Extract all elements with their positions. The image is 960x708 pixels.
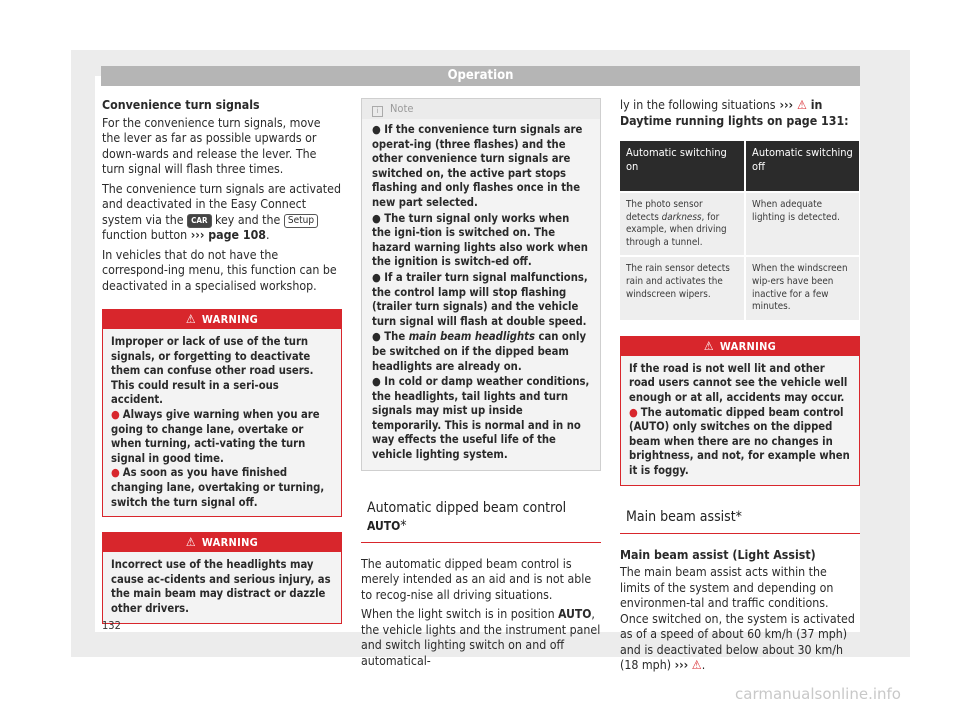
paragraph: For the convenience turn signals, move the lever as far as possible upwards or down-wards and release the lever. The turn signal will flash three times. bbox=[102, 115, 321, 176]
list-item: ● Always give warning when you are going to change lane, overtake or when turning, acti-vating the turn signal in good time. bbox=[111, 407, 320, 465]
auto-symbol: AUTO bbox=[633, 420, 665, 434]
paragraph: The convenience turn signals are activated and deactivated in the Easy Connect system via the CAR key and the Setup function button ››› page 108. bbox=[102, 181, 341, 242]
page-reference-link[interactable]: ››› bbox=[674, 658, 689, 672]
table-cell: The photo sensor detects darkness, for example, when driving through a tunnel. bbox=[620, 193, 744, 255]
paragraph: ly in the following situations ››› ⚠ in Daytime running lights on page 131: bbox=[620, 98, 849, 128]
bullet-icon: ● bbox=[111, 407, 120, 421]
table-header-row bbox=[620, 141, 859, 191]
list-item: ● If a trailer turn signal malfunctions, the control lamp will stop flashing (trailer turn signals) and the vehicle turn signal will flash at double speed. bbox=[372, 270, 588, 328]
section-title: Automatic dipped beam control AUTO* bbox=[361, 499, 601, 543]
note-body bbox=[362, 119, 600, 470]
section-title: Main beam assist* bbox=[620, 508, 860, 534]
warning-triangle-icon: ⚠ bbox=[796, 98, 807, 112]
subheading-light-assist: Main beam assist (Light Assist) bbox=[620, 547, 816, 562]
column-middle bbox=[361, 98, 601, 673]
warning-box bbox=[102, 532, 342, 623]
note-header: i Note bbox=[362, 99, 600, 119]
list-item: ● The main beam headlights can only be switched on if the dipped beam headlights are already on. bbox=[372, 330, 586, 373]
table-header-cell: Automatic switching on bbox=[620, 141, 744, 191]
warning-body: Incorrect use of the headlights may cause ac-cidents and serious injury, as the main beam may distract or dazzle other drivers. bbox=[103, 552, 341, 622]
paragraph: The main beam assist acts within the limits of the system and depending on environmen-tal and traffic conditions. Once switched on, the system is activated as of a speed of about 60 km/h (37 mph) and is deactivated below about 30 km/h (18 mph) ››› ⚠. bbox=[620, 565, 855, 672]
warning-body: If the road is not well lit and other road users cannot see the vehicle well enough or at all, accidents may occur. ● The automatic dipped beam control (AUTO) only switches on the dipped beam when there are no changes in brightness, and not, for example when it is foggy. bbox=[621, 356, 859, 485]
warning-triangle-icon: ⚠ bbox=[185, 312, 196, 326]
warning-header: ⚠ WARNING bbox=[103, 533, 341, 552]
warning-body: Improper or lack of use of the turn signals, or forgetting to deactivate them can confuse other road users. This could result in a seri-ous accident. ● Always give warning when you are going to change lane, overtake or when turning, acti-vating the turn signal in good time. ● As soon as you have finished changing lane, overtaking or turning, switch the turn signal off. bbox=[103, 329, 341, 516]
note-box bbox=[361, 98, 601, 471]
warning-box bbox=[620, 336, 860, 486]
watermark: carmanualsonline.info bbox=[735, 685, 901, 703]
auto-symbol: AUTO bbox=[558, 607, 592, 622]
switching-table bbox=[618, 139, 861, 322]
warning-header: ⚠ WARNING bbox=[103, 310, 341, 329]
warning-triangle-icon: ⚠ bbox=[185, 535, 196, 550]
list-item: ● As soon as you have finished changing lane, overtaking or turning, switch the turn signal off. bbox=[111, 466, 325, 509]
table-cell: When the windscreen wip-ers have been inactive for a few minutes. bbox=[746, 257, 859, 319]
list-item: ● The turn signal only works when the igni-tion is switched on. The hazard warning lights also work when the ignition is switch-ed off. bbox=[372, 211, 588, 269]
warning-header: ⚠ WARNING bbox=[621, 337, 859, 356]
page-reference-link[interactable]: ››› page 108 bbox=[190, 228, 266, 242]
list-item: ● The automatic dipped beam control (AUTO) only switches on the dipped beam when there are no changes in brightness, and not, for example when it is foggy. bbox=[629, 405, 850, 477]
paragraph: When the light switch is in position AUTO, the vehicle lights and the instrument panel and switch lighting switch on and off automatical- bbox=[361, 607, 601, 668]
warning-triangle-icon: ⚠ bbox=[703, 338, 714, 353]
list-item: ● In cold or damp weather conditions, the headlights, tail lights and turn signals may mist up inside temporarily. This is normal and in no way effects the useful life of the vehicle lighting system. bbox=[372, 375, 590, 462]
page-reference-link[interactable]: ››› bbox=[779, 98, 794, 112]
bullet-icon: ● bbox=[629, 405, 638, 419]
table-row bbox=[620, 257, 859, 319]
auto-symbol: AUTO bbox=[367, 518, 401, 533]
info-icon: i bbox=[372, 106, 383, 117]
page-number: 132 bbox=[102, 619, 121, 632]
list-item: ● If the convenience turn signals are operat-ing (three flashes) and the other convenience turn signals are switched on, the active part stops flashing and only flashes once in the new part selected. bbox=[372, 123, 583, 209]
page-header: Operation bbox=[101, 66, 860, 86]
bullet-icon: ● bbox=[111, 466, 120, 480]
table-cell: When adequate lighting is detected. bbox=[746, 193, 859, 255]
setup-key-icon: Setup bbox=[284, 214, 318, 228]
warning-box bbox=[102, 309, 342, 517]
warning-triangle-icon: ⚠ bbox=[691, 658, 702, 672]
paragraph: In vehicles that do not have the correspond-ing menu, this function can be deactivated in a specialised workshop. bbox=[102, 247, 337, 293]
table-cell: The rain sensor detects rain and activates the windscreen wipers. bbox=[620, 257, 744, 319]
paragraph: The automatic dipped beam control is merely intended as an aid and is not able to recog-nise all driving situations. bbox=[361, 556, 592, 602]
heading-convenience-turn-signals: Convenience turn signals bbox=[102, 98, 260, 112]
column-left bbox=[102, 98, 342, 624]
column-right bbox=[620, 98, 860, 678]
car-key-icon: CAR bbox=[187, 214, 211, 228]
table-header-cell: Automatic switching off bbox=[746, 141, 859, 191]
table-row bbox=[620, 193, 859, 255]
